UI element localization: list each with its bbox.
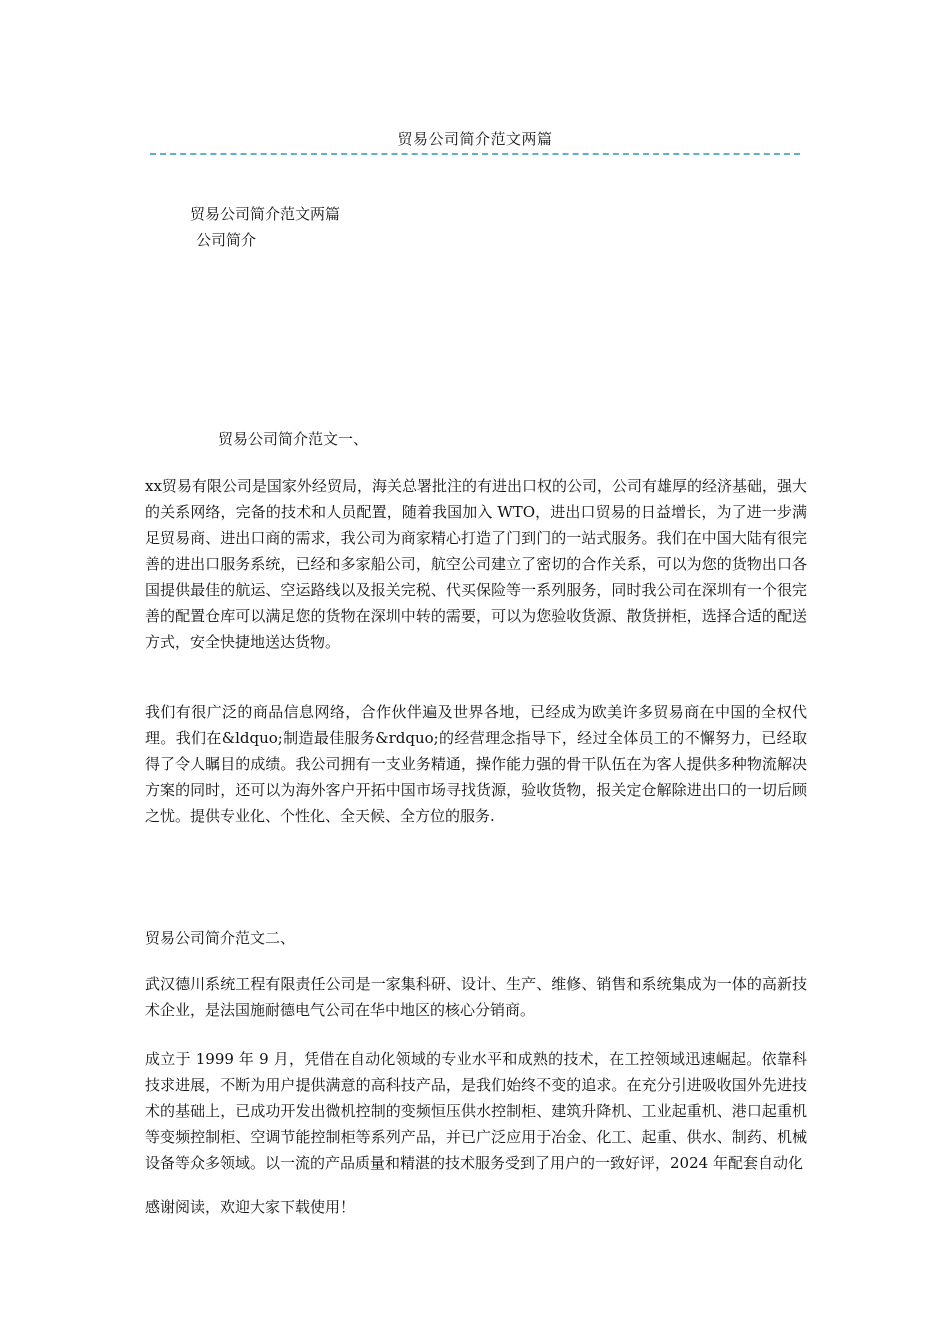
section-one-heading: 贸易公司简介范文一、	[218, 430, 369, 448]
section-two-heading: 贸易公司简介范文二、	[145, 929, 296, 947]
document-subtitle: 贸易公司简介范文两篇	[190, 205, 341, 223]
title-divider	[150, 153, 800, 155]
closing-thanks: 感谢阅读，欢迎大家下载使用！	[145, 1198, 356, 1216]
section-one-paragraph-2: 我们有很广泛的商品信息网络，合作伙伴遍及世界各地，已经成为欧美许多贸易商在中国的全权代理。我们在&ldquo;制造最佳服务&rdquo;的经营理念指导下，经过全体员工的不懈努力，已经取得了令人瞩目的成绩。我公司拥有一支业务精通，操作能力强的骨干队伍在为客人提供多种物流解决方案的同时，还可以为海外客户开拓中国市场寻找货源，验收货物，报关定仓解除进出口的一切后顾之忧。提供专业化、个性化、全天候、全方位的服务.	[145, 703, 807, 825]
section-two-paragraph-1: 武汉德川系统工程有限责任公司是一家集科研、设计、生产、维修、销售和系统集成为一体的高新技术企业，是法国施耐德电气公司在华中地区的核心分销商。	[145, 975, 807, 1019]
section-two-paragraph-2: 成立于 1999 年 9 月，凭借在自动化领域的专业水平和成熟的技术，在工控领域迅速崛起。依靠科技求进展，不断为用户提供满意的高科技产品，是我们始终不变的追求。在充分引进吸收国外先进技术的基础上，已成功开发出微机控制的变频恒压供水控制柜、建筑升降机、工业起重机、港口起重机等变频控制柜、空调节能控制柜等系列产品，并已广泛应用于冶金、化工、起重、供水、制药、机械设备等众多领域。以一流的产品质量和精湛的技术服务受到了用户的一致好评，2024 年配套自动化	[145, 1050, 807, 1172]
page-title: 贸易公司简介范文两篇	[397, 130, 553, 148]
company-intro-label: 公司简介	[196, 231, 257, 249]
section-one-paragraph-1: xx贸易有限公司是国家外经贸局，海关总署批注的有进出口权的公司，公司有雄厚的经济基础，强大的关系网络，完备的技术和人员配置，随着我国加入 WTO，进出口贸易的日益增长，为了进一步满足贸易商、进出口商的需求，我公司为商家精心打造了门到门的一站式服务。我们在中国大陆有很完善的进出口服务系统，已经和多家船公司，航空公司建立了密切的合作关系，可以为您的货物出口各国提供最佳的航运、空运路线以及报关完税、代买保险等一系列服务，同时我公司在深圳有一个很完善的配置仓库可以满足您的货物在深圳中转的需要，可以为您验收货源、散货拼柜，选择合适的配送方式，安全快捷地送达货物。	[145, 477, 807, 651]
